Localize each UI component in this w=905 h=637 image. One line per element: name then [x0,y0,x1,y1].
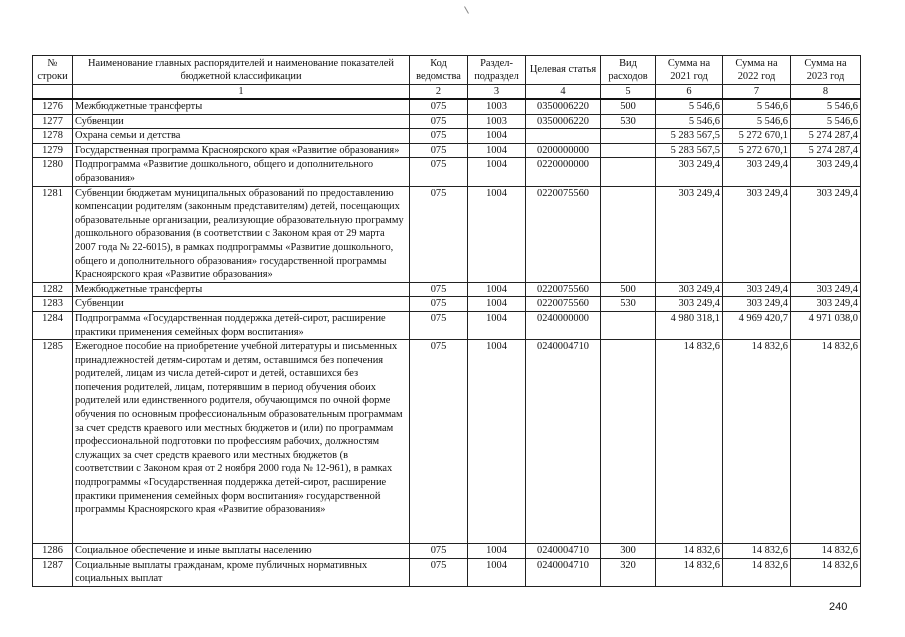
row-sum-2023: 4 971 038,0 [791,311,861,339]
row-sum-2023: 14 832,6 [791,544,861,559]
row-sum-2021: 5 546,6 [656,99,723,114]
row-name: Государственная программа Красноярского края «Развитие образования» [73,143,410,158]
column-number-row [33,85,861,100]
header-dept: Код ведомства [410,56,468,85]
row-dept-code: 075 [410,340,468,544]
budget-table [32,55,861,587]
scan-speck [464,6,469,13]
row-target [526,129,601,144]
header-type: Вид расходов [601,56,656,85]
row-sum-2022: 5 546,6 [723,99,791,114]
row-number: 1285 [33,340,73,544]
table-row [33,282,861,297]
row-sum-2022: 303 249,4 [723,186,791,282]
row-number: 1281 [33,186,73,282]
row-dept-code: 075 [410,99,468,114]
row-expense-type: 500 [601,282,656,297]
row-section: 1004 [468,129,526,144]
row-target: 0240004710 [526,544,601,559]
row-target: 0220075560 [526,282,601,297]
row-sum-2022: 14 832,6 [723,558,791,586]
table-row [33,311,861,339]
row-section: 1004 [468,143,526,158]
row-sum-2021: 5 283 567,5 [656,143,723,158]
table-row [33,544,861,559]
row-dept-code: 075 [410,129,468,144]
table-row [33,129,861,144]
row-target: 0240000000 [526,311,601,339]
row-expense-type: 530 [601,297,656,312]
column-number: 8 [791,85,861,100]
row-number: 1282 [33,282,73,297]
row-number: 1287 [33,558,73,586]
row-section: 1004 [468,558,526,586]
table-row [33,297,861,312]
column-number: 2 [410,85,468,100]
row-expense-type [601,186,656,282]
row-expense-type: 530 [601,114,656,129]
table-row [33,143,861,158]
row-sum-2021: 14 832,6 [656,558,723,586]
row-section: 1004 [468,544,526,559]
column-number: 4 [526,85,601,100]
row-section: 1004 [468,158,526,186]
column-number: 6 [656,85,723,100]
page-number: 240 [829,601,848,613]
row-number: 1286 [33,544,73,559]
row-dept-code: 075 [410,158,468,186]
table-row [33,186,861,282]
header-sum-2023: Сумма на 2023 год [791,56,861,85]
row-name: Ежегодное пособие на приобретение учебной литературы и письменных принадлежностей детям-сиротам и детям, оставшимся без попечения родителей, лицам из числа детей-сирот и детей, оставшихся без попечения родителей, лицам, потерявшим в период обучения обоих родителей или единственного родителя, обучающимся по очной форме обучения по основным профессиональным образовательным программам за счет средств краевого или местных бюджетов и (или) по программам профессиональной подготовки по профессиям рабочих, должностям служащих за счет средств краевого или местных бюджетов (в соответствии с Законом края от 2 ноября 2000 года № 12-961), в рамках подпрограммы «Государственная поддержка детей-сирот, расширение практики применения семейных форм воспитания» государственной программы Красноярского края «Развитие образования» [73,340,410,544]
row-sum-2022: 14 832,6 [723,544,791,559]
row-name: Охрана семьи и детства [73,129,410,144]
row-dept-code: 075 [410,186,468,282]
row-dept-code: 075 [410,311,468,339]
row-sum-2021: 14 832,6 [656,340,723,544]
row-number: 1284 [33,311,73,339]
row-expense-type [601,129,656,144]
row-dept-code: 075 [410,143,468,158]
row-number: 1277 [33,114,73,129]
row-section: 1004 [468,297,526,312]
row-sum-2023: 14 832,6 [791,558,861,586]
row-number: 1283 [33,297,73,312]
row-section: 1003 [468,99,526,114]
row-sum-2021: 303 249,4 [656,297,723,312]
row-number: 1279 [33,143,73,158]
row-expense-type [601,143,656,158]
column-number: 7 [723,85,791,100]
table-row [33,340,861,544]
row-target: 0240004710 [526,340,601,544]
row-sum-2022: 5 272 670,1 [723,143,791,158]
row-number: 1280 [33,158,73,186]
column-number: 3 [468,85,526,100]
row-target: 0220000000 [526,158,601,186]
row-expense-type: 500 [601,99,656,114]
row-expense-type: 320 [601,558,656,586]
header-sum-2022: Сумма на 2022 год [723,56,791,85]
table-body [33,99,861,586]
row-expense-type [601,158,656,186]
row-sum-2023: 5 546,6 [791,99,861,114]
row-name: Социальное обеспечение и иные выплаты населению [73,544,410,559]
table-row [33,114,861,129]
row-sum-2022: 303 249,4 [723,282,791,297]
row-target: 0220075560 [526,297,601,312]
row-number: 1278 [33,129,73,144]
row-target: 0350006220 [526,114,601,129]
row-sum-2022: 5 272 670,1 [723,129,791,144]
column-number [33,85,73,100]
row-sum-2022: 303 249,4 [723,158,791,186]
row-target: 0220075560 [526,186,601,282]
row-dept-code: 075 [410,544,468,559]
header-num: № строки [33,56,73,85]
row-sum-2023: 303 249,4 [791,297,861,312]
row-dept-code: 075 [410,558,468,586]
column-number: 5 [601,85,656,100]
row-section: 1003 [468,114,526,129]
table-row [33,158,861,186]
row-sum-2023: 303 249,4 [791,158,861,186]
row-sum-2022: 4 969 420,7 [723,311,791,339]
row-number: 1276 [33,99,73,114]
row-target: 0200000000 [526,143,601,158]
row-sum-2023: 5 274 287,4 [791,143,861,158]
row-name: Межбюджетные трансферты [73,99,410,114]
row-sum-2023: 303 249,4 [791,282,861,297]
row-dept-code: 075 [410,114,468,129]
row-expense-type [601,340,656,544]
row-sum-2023: 303 249,4 [791,186,861,282]
row-target: 0350006220 [526,99,601,114]
header-sum-2021: Сумма на 2021 год [656,56,723,85]
row-sum-2022: 303 249,4 [723,297,791,312]
row-dept-code: 075 [410,297,468,312]
row-sum-2023: 14 832,6 [791,340,861,544]
row-section: 1004 [468,340,526,544]
row-sum-2021: 5 283 567,5 [656,129,723,144]
header-section: Раздел-подраздел [468,56,526,85]
row-section: 1004 [468,186,526,282]
row-name: Социальные выплаты гражданам, кроме публичных нормативных социальных выплат [73,558,410,586]
row-name: Межбюджетные трансферты [73,282,410,297]
row-expense-type: 300 [601,544,656,559]
table-header-row [33,56,861,85]
row-name: Субвенции [73,297,410,312]
row-sum-2021: 303 249,4 [656,186,723,282]
header-name: Наименование главных распорядителей и наименование показателей бюджетной классификации [73,56,410,85]
row-sum-2021: 303 249,4 [656,282,723,297]
row-sum-2022: 5 546,6 [723,114,791,129]
row-name: Подпрограмма «Развитие дошкольного, общего и дополнительного образования» [73,158,410,186]
table-row [33,558,861,586]
row-name: Подпрограмма «Государственная поддержка детей-сирот, расширение практики применения семейных форм воспитания» [73,311,410,339]
row-sum-2021: 5 546,6 [656,114,723,129]
row-sum-2023: 5 546,6 [791,114,861,129]
row-section: 1004 [468,282,526,297]
row-name: Субвенции бюджетам муниципальных образований по предоставлению компенсации родителям (законным представителям) детей, посещающих образовательные организации, реализующие образовательную программу дошкольного образования (в соответствии с Законом края от 29 марта 2007 года № 22-6015), в рамках подпрограммы «Развитие дошкольного, общего и дополнительного образования» государственной программы Красноярского края «Развитие образования» [73,186,410,282]
row-name: Субвенции [73,114,410,129]
row-sum-2021: 303 249,4 [656,158,723,186]
row-section: 1004 [468,311,526,339]
row-sum-2023: 5 274 287,4 [791,129,861,144]
row-target: 0240004710 [526,558,601,586]
column-number: 1 [73,85,410,100]
header-target: Целевая статья [526,56,601,85]
row-sum-2022: 14 832,6 [723,340,791,544]
row-expense-type [601,311,656,339]
row-sum-2021: 4 980 318,1 [656,311,723,339]
table-row [33,99,861,114]
row-dept-code: 075 [410,282,468,297]
row-sum-2021: 14 832,6 [656,544,723,559]
